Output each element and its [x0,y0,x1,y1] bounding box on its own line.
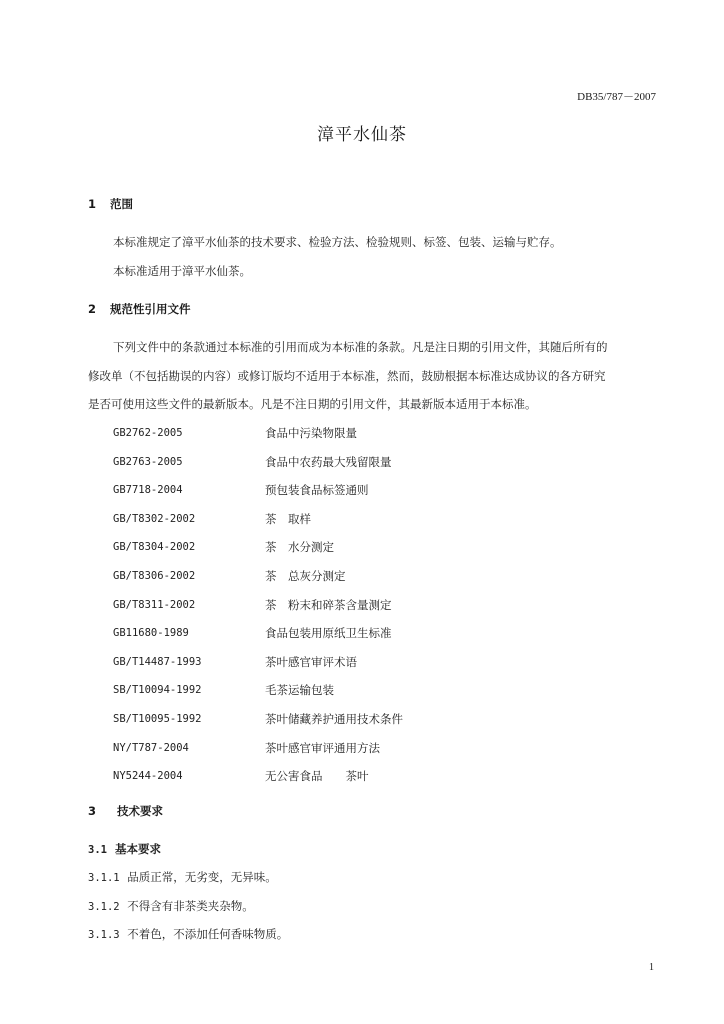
paragraph-line: 下列文件中的条款通过本标准的引用而成为本标准的条款。凡是注日期的引用文件，其随后所有的 [113,340,608,354]
reference-code: GB7718-2004 [113,484,183,497]
clause-3-1-2 [88,898,254,914]
clause-text: 不得含有非茶类夹杂物。 [127,899,254,913]
reference-item [113,623,633,652]
reference-code: SB/T10094-1992 [113,684,202,697]
reference-item [113,537,633,566]
reference-title: 茶叶感官审评术语 [265,654,357,669]
reference-code: GB/T14487-1993 [113,655,202,668]
section-title: 规范性引用文件 [110,302,191,316]
paragraph-line: 修改单（不包括勘误的内容）或修订版均不适用于本标准，然而，鼓励根据本标准达成协议的各方研究 [88,368,606,383]
clause-number: 3.1.3 [88,929,120,941]
clause-number: 3.1.1 [88,872,120,884]
section-title: 范围 [110,197,134,211]
section-1-heading [88,196,133,212]
paragraph-line: 是否可使用这些文件的最新版本。凡是不注日期的引用文件，其最新版本适用于本标准。 [88,397,537,411]
section-2-heading [88,301,191,317]
reference-item [113,423,633,452]
reference-item [113,509,633,538]
reference-item [113,595,633,624]
page-number: 1 [649,962,654,973]
section-3-heading [88,803,163,819]
document-title: 漳平水仙茶 [317,125,407,145]
reference-code: GB11680-1989 [113,627,189,640]
clause-3-1-3 [88,926,288,942]
reference-item [113,766,633,795]
clause-text: 不着色，不添加任何香味物质。 [127,927,289,941]
reference-title: 茶 粉末和碎茶含量测定 [265,597,392,612]
reference-title: 食品中污染物限量 [265,426,357,440]
reference-item [113,738,633,767]
section-2-intro [88,333,658,419]
subsection-title: 基本要求 [114,842,161,856]
clause-text: 品质正常，无劣变，无异味。 [127,870,277,884]
reference-code: GB/T8306-2002 [113,569,196,582]
reference-title: 茶 水分测定 [265,540,334,555]
paragraph: 本标准规定了漳平水仙茶的技术要求、检验方法、检验规则、标签、包装、运输与贮存。 [113,235,562,249]
subsection-3-1-heading [88,841,161,857]
reference-code: SB/T10095-1992 [113,712,202,725]
reference-title: 茶叶感官审评通用方法 [265,740,380,755]
section-number: 1 [88,197,97,211]
section-number: 2 [88,302,97,316]
reference-title: 无公害食品 茶叶 [265,769,369,784]
section-1-body [88,228,658,285]
reference-code: GB/T8311-2002 [113,598,196,611]
reference-code: NY/T787-2004 [113,741,189,754]
reference-code: GB2762-2005 [113,427,183,439]
reference-item [113,652,633,681]
paragraph: 本标准适用于漳平水仙茶。 [113,263,251,278]
reference-item [113,480,633,509]
reference-code: GB/T8302-2002 [113,512,196,525]
reference-title: 茶 取样 [265,511,311,526]
subsection-number: 3.1 [88,844,107,856]
section-number: 3 [88,804,97,818]
reference-title: 茶叶储藏养护通用技术条件 [265,711,403,726]
reference-item [113,680,633,709]
normative-references-list [113,423,633,795]
clause-3-1-1 [88,869,277,885]
reference-item [113,566,633,595]
reference-title: 茶 总灰分测定 [265,568,346,583]
standard-number: DB35/787－2007 [577,91,656,103]
clause-number: 3.1.2 [88,901,120,913]
reference-code: GB2763-2005 [113,455,183,468]
reference-title: 毛茶运输包装 [265,683,334,698]
reference-item [113,452,633,481]
reference-title: 预包装食品标签通则 [265,483,369,498]
reference-title: 食品包装用原纸卫生标准 [265,626,392,641]
reference-title: 食品中农药最大残留限量 [265,454,392,469]
section-title: 技术要求 [117,804,164,818]
reference-item [113,709,633,738]
reference-code: GB/T8304-2002 [113,541,196,554]
reference-code: NY5244-2004 [113,770,183,783]
